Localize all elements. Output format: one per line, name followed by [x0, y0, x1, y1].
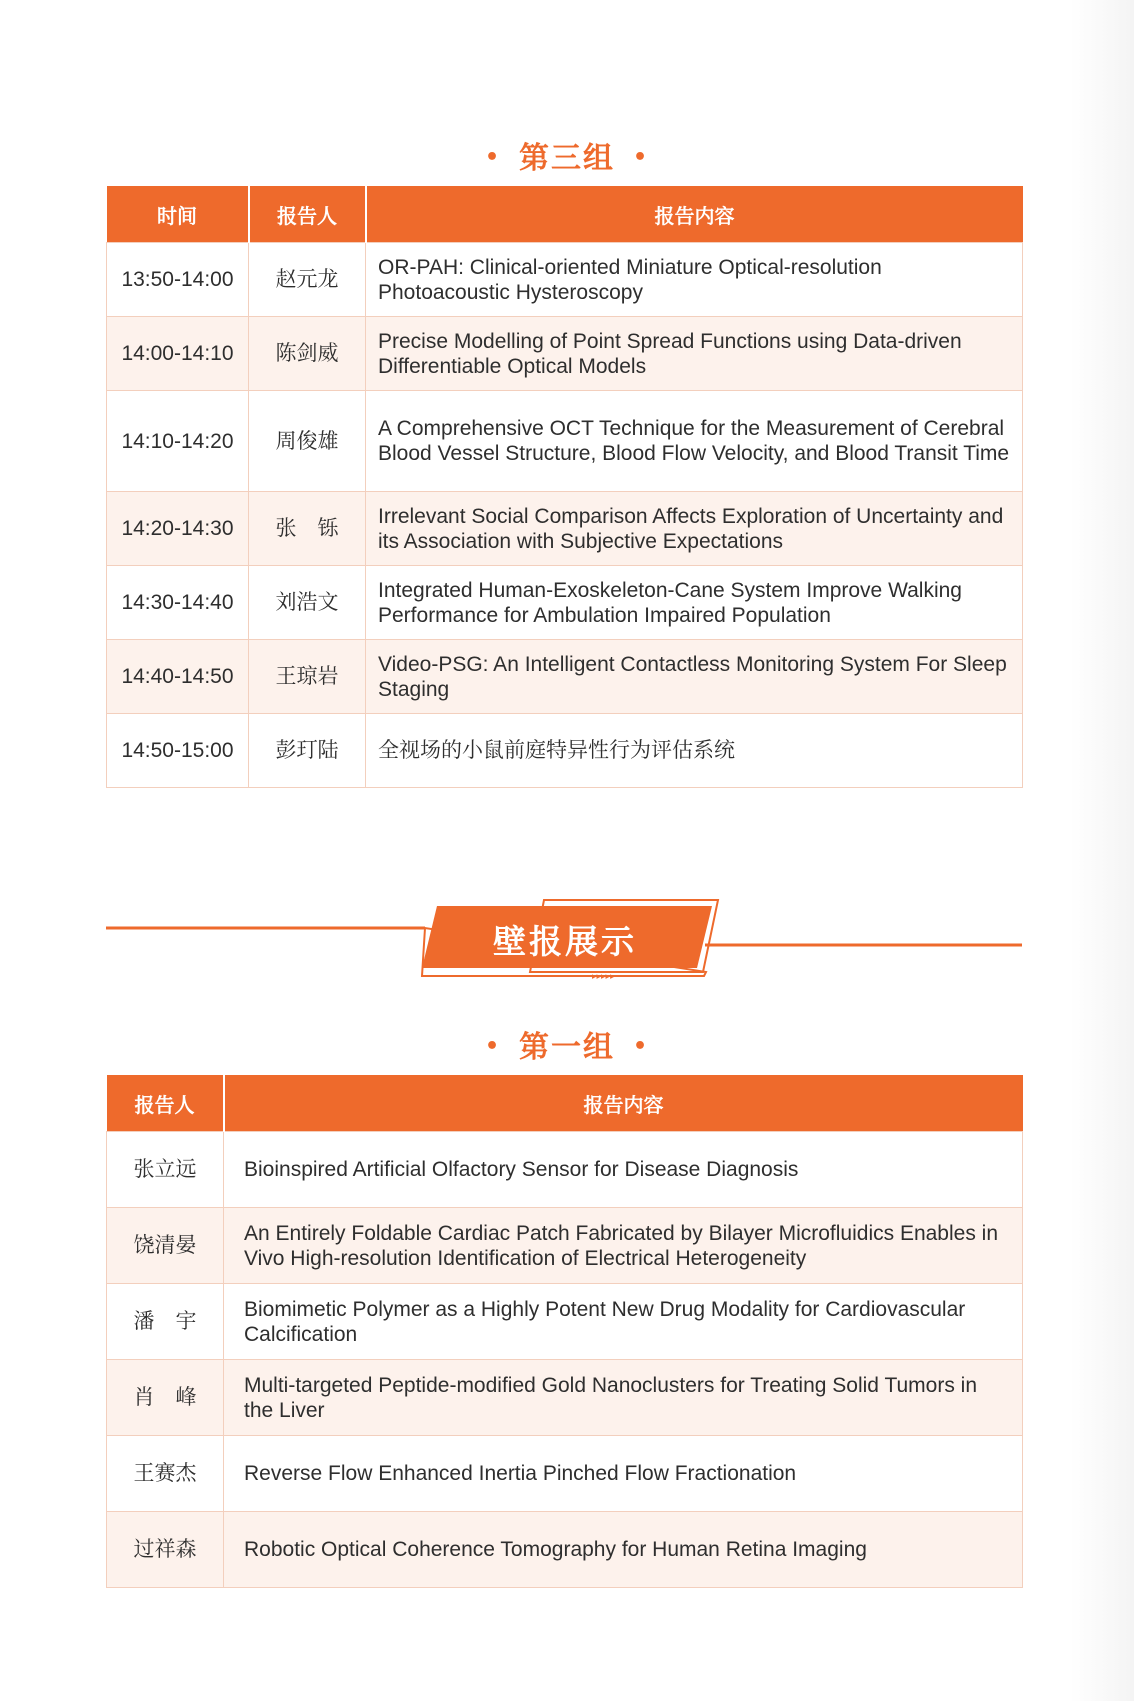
topic-cell: Multi-targeted Peptide-modified Gold Nanoclusters for Treating Solid Tumors in the Liver — [224, 1360, 1023, 1436]
time-cell: 14:30-14:40 — [107, 566, 249, 640]
time-cell: 14:10-14:20 — [107, 391, 249, 492]
topic-cell: Bioinspired Artificial Olfactory Sensor for Disease Diagnosis — [224, 1132, 1023, 1208]
speaker-cell: 潘 宇 — [107, 1284, 224, 1360]
table-row — [107, 1208, 1023, 1284]
topic-cell: Integrated Human-Exoskeleton-Cane System Improve Walking Performance for Ambulation Impaired Population — [366, 566, 1023, 640]
time-cell: 14:40-14:50 — [107, 640, 249, 714]
poster-banner-title: 壁报展示 — [493, 922, 637, 961]
table-row — [107, 1284, 1023, 1360]
speaker-cell: 肖 峰 — [107, 1360, 224, 1436]
topic-cell: Precise Modelling of Point Spread Functions using Data-driven Differentiable Optical Models — [366, 317, 1023, 391]
table-row — [107, 1360, 1023, 1436]
speaker-cell: 彭玎陆 — [249, 714, 366, 788]
table-row — [107, 391, 1023, 492]
table-row — [107, 317, 1023, 391]
speaker-cell: 刘浩文 — [249, 566, 366, 640]
poster-group1-table — [106, 1075, 1023, 1588]
topic-cell: A Comprehensive OCT Technique for the Measurement of Cerebral Blood Vessel Structure, Blood Flow Velocity, and Blood Transit Time — [366, 391, 1023, 492]
group3-title-text: 第三组 — [519, 141, 615, 176]
table-row — [107, 1132, 1023, 1208]
time-cell: 14:50-15:00 — [107, 714, 249, 788]
header-time: 时间 — [107, 186, 249, 243]
table-header-row — [107, 1075, 1023, 1132]
group3-schedule-table — [106, 186, 1023, 788]
header-topic: 报告内容 — [366, 186, 1023, 243]
topic-cell: 全视场的小鼠前庭特异性行为评估系统 — [366, 714, 1023, 788]
topic-cell: Robotic Optical Coherence Tomography for Human Retina Imaging — [224, 1512, 1023, 1588]
speaker-cell: 王赛杰 — [107, 1436, 224, 1512]
table-header-row — [107, 186, 1023, 243]
banner-arrows-decoration: ▸▸▸▸▸ — [592, 972, 615, 982]
topic-cell: OR-PAH: Clinical-oriented Miniature Optical-resolution Photoacoustic Hysteroscopy — [366, 243, 1023, 317]
time-cell: 14:00-14:10 — [107, 317, 249, 391]
speaker-cell: 赵元龙 — [249, 243, 366, 317]
speaker-cell: 张 铄 — [249, 492, 366, 566]
time-cell: 14:20-14:30 — [107, 492, 249, 566]
table-row — [107, 1512, 1023, 1588]
table-row — [107, 243, 1023, 317]
page-edge-shade — [1070, 0, 1134, 1701]
speaker-cell: 过祥森 — [107, 1512, 224, 1588]
header-topic: 报告内容 — [224, 1075, 1023, 1132]
table-row — [107, 492, 1023, 566]
time-cell: 13:50-14:00 — [107, 243, 249, 317]
speaker-cell: 王琼岩 — [249, 640, 366, 714]
title-dot-right: • — [633, 1034, 650, 1059]
group3-title — [0, 133, 1134, 177]
title-dot-left: • — [484, 145, 501, 170]
poster-group1-title-text: 第一组 — [519, 1030, 615, 1065]
topic-cell: Biomimetic Polymer as a Highly Potent New Drug Modality for Cardiovascular Calcification — [224, 1284, 1023, 1360]
title-dot-left: • — [484, 1034, 501, 1059]
header-speaker: 报告人 — [107, 1075, 224, 1132]
title-dot-right: • — [633, 145, 650, 170]
table-row — [107, 714, 1023, 788]
speaker-cell: 饶清晏 — [107, 1208, 224, 1284]
topic-cell: An Entirely Foldable Cardiac Patch Fabricated by Bilayer Microfluidics Enables in Vivo High-resolution Identification of Electrical Heterogeneity — [224, 1208, 1023, 1284]
table-row — [107, 1436, 1023, 1512]
table-row — [107, 566, 1023, 640]
topic-cell: Reverse Flow Enhanced Inertia Pinched Flow Fractionation — [224, 1436, 1023, 1512]
topic-cell: Irrelevant Social Comparison Affects Exploration of Uncertainty and its Association with Subjective Expectations — [366, 492, 1023, 566]
speaker-cell: 周俊雄 — [249, 391, 366, 492]
header-speaker: 报告人 — [249, 186, 366, 243]
topic-cell: Video-PSG: An Intelligent Contactless Monitoring System For Sleep Staging — [366, 640, 1023, 714]
table-row — [107, 640, 1023, 714]
speaker-cell: 张立远 — [107, 1132, 224, 1208]
speaker-cell: 陈剑威 — [249, 317, 366, 391]
poster-group1-title — [0, 1022, 1134, 1066]
